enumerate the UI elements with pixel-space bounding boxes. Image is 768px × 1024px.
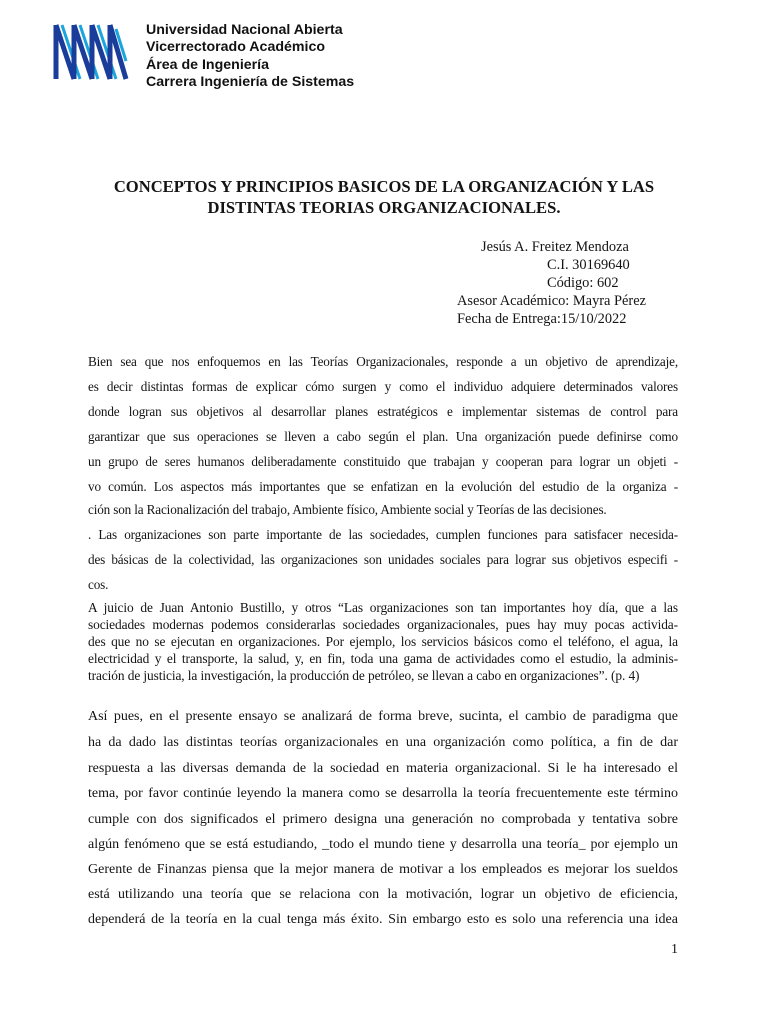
author-ci: C.I. 30169640	[547, 257, 630, 273]
text-line: Bien sea que nos enfoquemos en las Teorías Organizacionales, responde a un objetivo de aprendizaje,	[88, 354, 678, 369]
advisor: Asesor Académico: Mayra Pérez	[457, 293, 647, 309]
institution-line: Carrera Ingeniería de Sistemas	[146, 74, 355, 91]
document-title	[80, 176, 688, 218]
quote-line: des que no se ejecutan en organizaciones. Por ejemplo, los servicios básicos como el teléfono, el agua, la	[88, 634, 678, 649]
author-name: Jesús A. Freitez Mendoza	[481, 239, 629, 255]
institution-header	[146, 22, 354, 92]
quote-line: electricidad y el transporte, la salud, y, en fin, toda una gama de actividades como el estudio, la adminis-	[88, 651, 678, 666]
text-line: ción son la Racionalización del trabajo, Ambiente físico, Ambiente social y Teorías de las decisiones.	[88, 502, 607, 517]
quote-line: tración de justicia, la investigación, la producción de petróleo, se llevan a cabo en organizaciones”. (p. 4)	[88, 668, 640, 683]
quote-line: A juicio de Juan Antonio Bustillo, y otros “Las organizaciones son tan importantes hoy día, que a las	[88, 600, 678, 615]
text-line: dependerá de la teoría en la cual tenga más éxito. Sin embargo esto es solo una referencia una idea	[88, 912, 678, 927]
quote-line: sociedades modernas podemos considerarlas sociedades organizacionales, pues hay muy pocas activida-	[88, 617, 678, 632]
text-line: un grupo de seres humanos deliberadamente constituido que trabajan y cooperan para lograr un objeti -	[88, 454, 678, 469]
university-logo-icon	[52, 19, 130, 91]
text-line: vo común. Los aspectos más importantes que se enfatizan en la evolución del estudio de la organiza -	[88, 479, 678, 494]
text-line: tema, por favor continúe leyendo la manera como se desarrolla la teoría frecuentemente este término	[88, 786, 678, 801]
author-codigo: Código: 602	[547, 275, 619, 291]
text-line: es decir distintas formas de explicar cómo surgen y como el individuo adquiere determinados valores	[88, 379, 678, 394]
text-line: . Las organizaciones son parte importante de las sociedades, cumplen funciones para satisfacer necesida-	[88, 527, 678, 542]
text-line: des básicas de la colectividad, las organizaciones son unidades sociales para lograr sus objetivos especifi -	[88, 552, 678, 567]
delivery-date: Fecha de Entrega:15/10/2022	[457, 311, 627, 327]
text-line: Así pues, en el presente ensayo se analizará de forma breve, sucinta, el cambio de paradigma que	[88, 709, 678, 724]
text-line: ha da dado las distintas teorías organizacionales en una organización como política, a fin de dar	[88, 735, 678, 750]
page-number: 1	[671, 942, 678, 957]
text-line: algún fenómeno que se está estudiando, _todo el mundo tiene y desarrolla una teoría_ por ejemplo un	[88, 837, 678, 852]
text-line: cumple con dos significados el primero designa una generación no comprobada y tentativa sobre	[88, 812, 678, 827]
institution-line: Universidad Nacional Abierta	[146, 22, 343, 38]
title-line: DISTINTAS TEORIAS ORGANIZACIONALES.	[207, 198, 561, 217]
text-line: cos.	[88, 577, 109, 592]
text-line: está utilizando una teoría que se relaciona con la motivación, lograr un objetivo de eficiencia,	[88, 887, 678, 902]
text-line: respuesta a las diversas demanda de la sociedad en materia organizacional. Si le ha interesado el	[88, 761, 678, 776]
title-line: CONCEPTOS Y PRINCIPIOS BASICOS DE LA ORGANIZACIÓN Y LAS	[113, 177, 655, 196]
text-line: garantizar que sus operaciones se lleven a cabo según el plan. Una organización puede definirse como	[88, 429, 678, 444]
text-line: Gerente de Finanzas piensa que la mejor manera de motivar a los empleados es mejorar los sueldos	[88, 862, 678, 877]
institution-line: Vicerrectorado Académico	[146, 39, 325, 56]
text-line: donde logran sus objetivos al desarrollar planes estratégicos e implementar sistemas de control para	[88, 404, 678, 419]
institution-line: Área de Ingeniería	[146, 56, 270, 73]
